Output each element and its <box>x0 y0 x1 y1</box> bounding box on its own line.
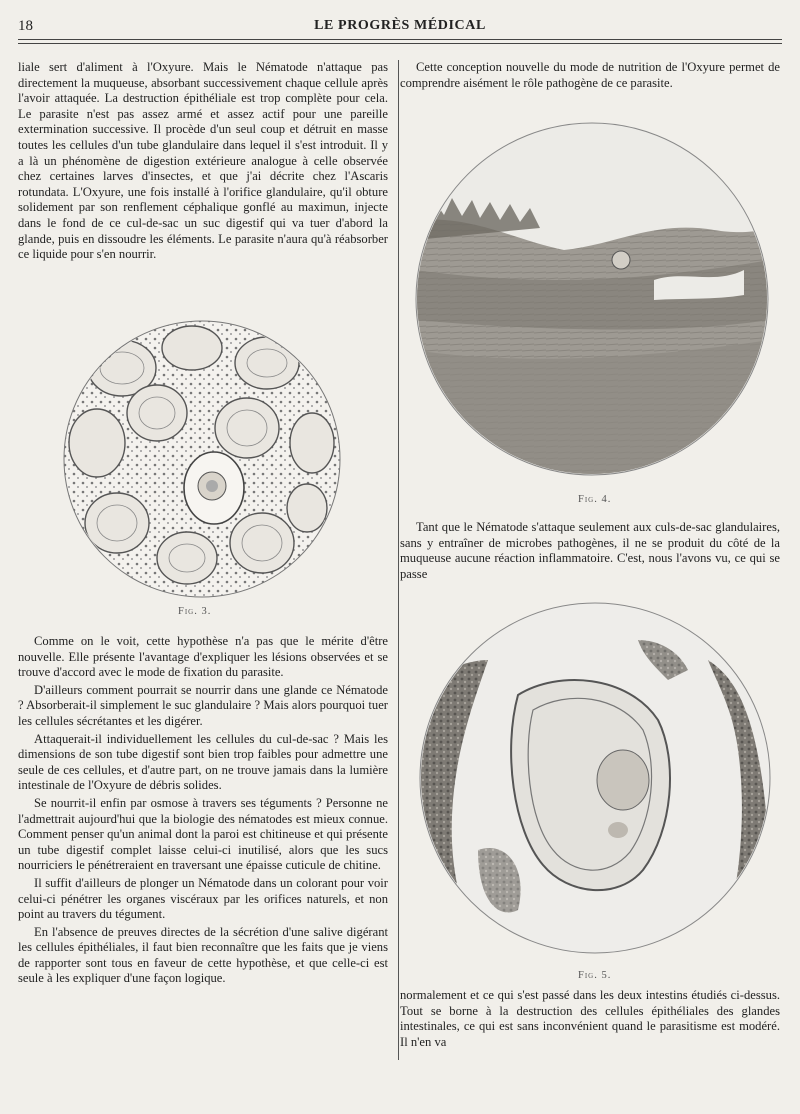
paragraph: liale sert d'aliment à l'Oxyure. Mais le Nématode n'attaque pas directement la muqueuse, absorbant successivement chaque cellule après l'avoir attaquée. La destruction épithéliale est trop complète pour cela. Le parasite n'est pas assez armé et assez actif pour une pareille extermination successive. Il procède d'un seul coup et détruit en masse toutes les cellules d'un tube glandulaire dans lequel il s'est introduit. Il y a là un phénomène de digestion extérieure analogue à celle observée chez certaines larves d'insectes, et que j'ai décrite chez l'Ascaris rotundata. L'Oxyure, une fois installé à l'orifice glandulaire, qu'il obture solidement par son renflement céphalique gonflé au maximun, injecte dans le fond de ce cul-de-sac un suc digestif qui va tuer d'abord la glande, puis en dissoudre les éléments. Le parasite n'aura qu'à réabsorber ce liquide pour s'en nourrir. <box>18 60 388 262</box>
left-column-top-text <box>18 60 388 265</box>
paragraph: Il suffit d'ailleurs de plonger un Nématode dans un colorant pour voir celui-ci pénétrer les organes viscéraux par les orifices naturels, et non point au travers du tégument. <box>18 875 388 922</box>
header-rule-double <box>18 43 782 44</box>
paragraph: Tant que le Nématode s'attaque seulement aux culs-de-sac glandulaires, sans y entraîner de microbes pathogènes, il ne se produit du côté de la muqueuse aucune réaction inflammatoire. C'est, nous l'avons vu, ce qui se passe <box>400 520 780 581</box>
figure-5-caption: Fig. 5. <box>578 970 612 981</box>
paragraph: D'ailleurs comment pourrait se nourrir dans une glande ce Nématode ? Absorberait-il simplement le suc glandulaire ? Mais alors pourquoi tuer les cellules sécrétantes et les digérer. <box>18 682 388 728</box>
right-column-bottom-text <box>400 988 780 1052</box>
left-column-bottom-text <box>18 634 388 989</box>
page-number: 18 <box>18 18 33 34</box>
paragraph: Cette conception nouvelle du mode de nutrition de l'Oxyure permet de comprendre aisément le rôle pathogène de ce parasite. <box>400 60 780 90</box>
right-column-top-text <box>400 60 780 93</box>
figure-4-micrograph <box>414 120 770 478</box>
column-divider <box>398 60 399 1060</box>
paragraph: normalement et ce qui s'est passé dans les deux intestins étudiés ci-dessus. Tout se borne à la destruction des cellules épithéliales des glandes intestinales, ce qui est sans inconvénient quand le parasitisme est modéré. Il n'en va <box>400 988 780 1049</box>
paragraph: Se nourrit-il enfin par osmose à travers ses téguments ? Personne ne l'admettrait aujourd'hui que la biologie des nématodes est mieux connue. Comment penser qu'un animal dont la paroi est chitineuse et qui présente un tube digestif complet laisse celui-ci inutilisé, alors que les sucs nourriciers le pénétreraient en traversant une épaisse cuticule de chitine. <box>18 795 388 873</box>
figure-4-caption: Fig. 4. <box>578 494 612 505</box>
paragraph: Comme on le voit, cette hypothèse n'a pas que le mérite d'être nouvelle. Elle présente l'avantage d'expliquer les lésions observées et se trouve d'accord avec le mode de fixation du parasite. <box>18 634 388 680</box>
figure-3-caption: Fig. 3. <box>178 606 212 617</box>
header-rule <box>18 39 782 40</box>
right-column-mid-text <box>400 520 780 584</box>
journal-title: LE PROGRÈS MÉDICAL <box>314 18 486 33</box>
paragraph: En l'absence de preuves directes de la sécrétion d'une salive digérant les cellules épithéliales, il faut bien reconnaître que les faits que je viens de rapporter sont tous en faveur de cette hypothèse, et que celle-ci est seule à les expliquer d'une façon logique. <box>18 924 388 986</box>
figure-3-micrograph <box>62 318 342 600</box>
figure-5-micrograph <box>418 600 772 956</box>
paragraph: Attaquerait-il individuellement les cellules du cul-de-sac ? Mais les dimensions de son tube digestif sont bien trop faibles pour admettre une seule de ces cellules, et d'autre part, on ne trouve jamais dans la lumière intestinale de l'Oxyure de débris solides. <box>18 731 388 793</box>
